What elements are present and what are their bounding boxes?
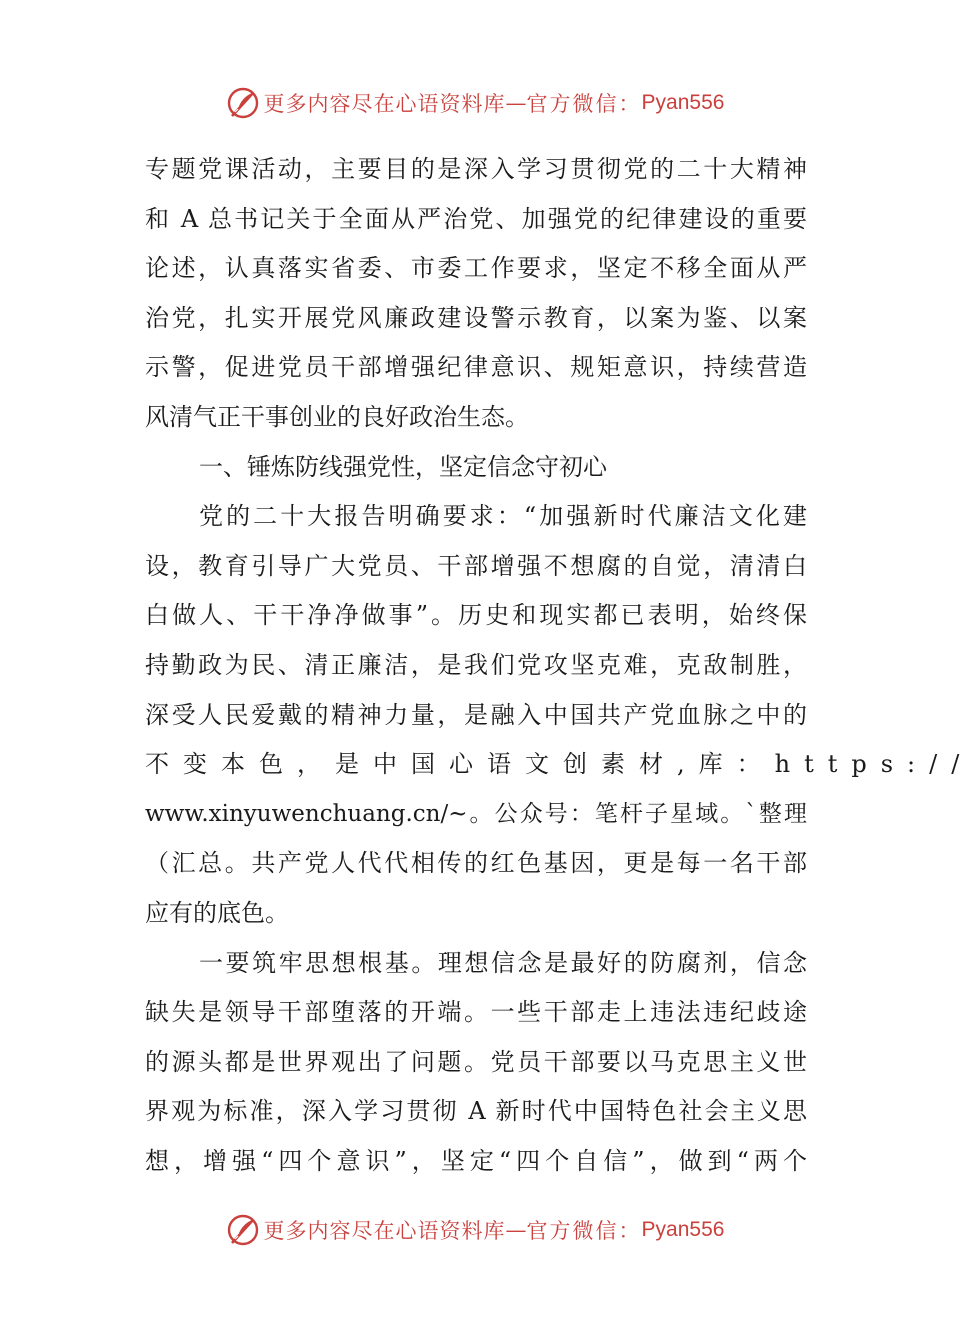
text-line: 的源头都是世界观出了问题。党员干部要以马克思主义世 [145, 1047, 807, 1076]
banner-slogan: 更多内容尽在心语资料库 [263, 1219, 506, 1243]
text-line: 示警，促进党员干部增强纪律意识、规矩意识，持续营造 [145, 353, 807, 382]
text-line: 想，增强“四个意识”，坚定“四个自信”，做到“两个 [145, 1146, 807, 1175]
text-line: 应有的底色。 [145, 898, 289, 927]
header-banner [0, 83, 950, 123]
text-line: 缺失是领导干部堕落的开端。一些干部走上违法违纪歧途 [145, 998, 807, 1027]
text-line: 持勤政为民、清正廉洁，是我们党攻坚克难，克敌制胜， [145, 650, 807, 679]
banner-slogan: 更多内容尽在心语资料库 [263, 92, 506, 116]
text-line: 和 A 总书记关于全面从严治党、加强党的纪律建设的重要 [145, 204, 807, 233]
text-line: （汇总。共产党人代代相传的红色基因，更是每一名干部 [145, 849, 807, 878]
text-line: 治党，扎实开展党风廉政建设警示教育，以案为鉴、以案 [145, 303, 807, 332]
section-heading: 一、锤炼防线强党性，坚定信念守初心 [199, 452, 607, 481]
banner-official-label: 官方微信： [526, 92, 642, 116]
banner-official-label: 官方微信： [526, 1219, 642, 1243]
text-line: 设，教育引导广大党员、干部增强不想腐的自觉，清清白 [145, 551, 807, 580]
footer-banner [0, 1210, 950, 1250]
banner-dash: — [505, 91, 527, 115]
quill-logo-icon [226, 86, 260, 120]
document-body [145, 145, 973, 1186]
text-line: www.xinyuwenchuang.cn/~。公众号：笔杆子星域。`整理 [145, 800, 807, 827]
text-line: 不变本色，是中国心语文创素材,库：https:// [145, 750, 973, 779]
text-line: 一要筑牢思想根基。理想信念是最好的防腐剂，信念 [199, 948, 807, 977]
quill-logo-icon [226, 1213, 260, 1247]
banner-wechat-id: Pyan556 [641, 1218, 725, 1241]
text-line: 论述，认真落实省委、市委工作要求，坚定不移全面从严 [145, 254, 807, 283]
text-line: 界观为标准，深入学习贯彻 A 新时代中国特色社会主义思 [145, 1097, 807, 1126]
text-line: 党的二十大报告明确要求：“加强新时代廉洁文化建 [199, 502, 807, 531]
text-line: 白做人、干干净净做事”。历史和现实都已表明，始终保 [145, 601, 807, 630]
text-line: 风清气正干事创业的良好政治生态。 [145, 402, 529, 431]
banner-wechat-id: Pyan556 [641, 91, 725, 114]
text-line: 深受人民爱戴的精神力量，是融入中国共产党血脉之中的 [145, 700, 807, 729]
text-line: 专题党课活动，主要目的是深入学习贯彻党的二十大精神 [145, 155, 807, 183]
banner-dash: — [505, 1218, 527, 1242]
